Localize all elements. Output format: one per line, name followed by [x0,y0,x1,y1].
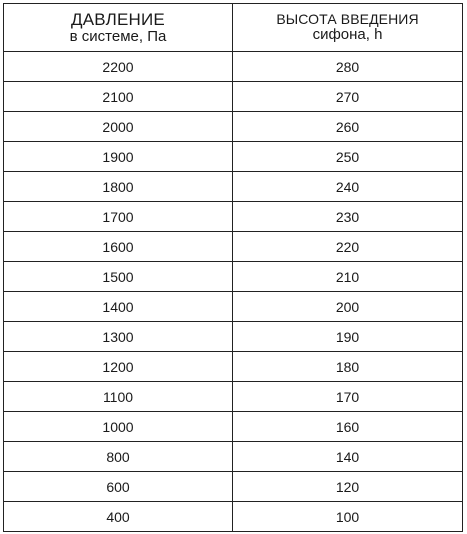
header-pressure-title: ДАВЛЕНИЕ [71,9,165,29]
header-pressure-unit: в системе, Па [69,27,167,45]
header-pressure [4,4,233,52]
table-header [4,4,463,52]
cell-pressure: 600 [4,472,233,502]
pressure-height-table-container [3,3,462,531]
cell-pressure: 1600 [4,232,233,262]
cell-height: 230 [233,202,463,232]
header-height [233,4,463,52]
cell-pressure: 1700 [4,202,233,232]
table-row [4,262,463,292]
cell-height: 140 [233,442,463,472]
cell-pressure: 2000 [4,112,233,142]
table-row [4,172,463,202]
table-row [4,52,463,82]
cell-height: 270 [233,82,463,112]
table-row [4,202,463,232]
table-row [4,502,463,532]
table-row [4,382,463,412]
cell-height: 160 [233,412,463,442]
cell-height: 190 [233,322,463,352]
cell-height: 170 [233,382,463,412]
table-row [4,232,463,262]
table-row [4,442,463,472]
header-row [4,4,463,52]
table-row [4,352,463,382]
cell-height: 280 [233,52,463,82]
cell-pressure: 800 [4,442,233,472]
header-height-title: ВЫСОТА ВВЕДЕНИЯ [276,11,419,28]
table-row [4,472,463,502]
header-height-unit: сифона, h [312,25,383,43]
pressure-height-table [3,3,463,532]
cell-height: 200 [233,292,463,322]
table-row [4,112,463,142]
cell-height: 180 [233,352,463,382]
table-row [4,142,463,172]
cell-pressure: 1300 [4,322,233,352]
cell-pressure: 1000 [4,412,233,442]
cell-pressure: 1900 [4,142,233,172]
cell-pressure: 1500 [4,262,233,292]
cell-height: 120 [233,472,463,502]
cell-height: 210 [233,262,463,292]
cell-height: 240 [233,172,463,202]
cell-pressure: 2100 [4,82,233,112]
cell-height: 100 [233,502,463,532]
cell-height: 250 [233,142,463,172]
cell-height: 260 [233,112,463,142]
cell-height: 220 [233,232,463,262]
table-row [4,412,463,442]
cell-pressure: 2200 [4,52,233,82]
cell-pressure: 1800 [4,172,233,202]
cell-pressure: 1100 [4,382,233,412]
table-row [4,322,463,352]
table-body [4,52,463,532]
cell-pressure: 1200 [4,352,233,382]
table-row [4,292,463,322]
cell-pressure: 1400 [4,292,233,322]
cell-pressure: 400 [4,502,233,532]
table-row [4,82,463,112]
